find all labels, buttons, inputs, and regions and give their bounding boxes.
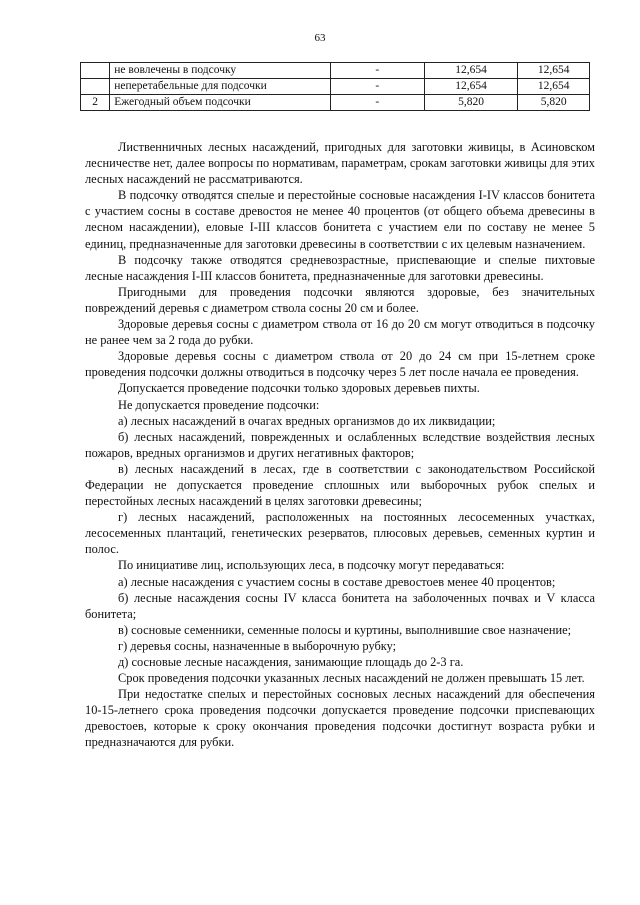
paragraph: Допускается проведение подсочки только здоровых деревьев пихты. xyxy=(118,381,480,396)
paragraph: В подсочку также отводятся средневозрастные, приспевающие и спелые пихтовые лесные насаждения I-III классов бонитета, предназначенные для заготовки древесины. xyxy=(85,252,595,283)
body-text xyxy=(85,139,595,751)
paragraph: г) лесных насаждений, расположенных на постоянных лесосеменных участках, лесосеменных плантаций, генетических резерватов, плюсовых деревьев, семенных куртин и полос. xyxy=(85,510,595,557)
table-row xyxy=(81,79,590,95)
paragraph: Лиственничных лесных насаждений, пригодных для заготовки живицы, в Асиновском лесничестве нет, далее вопросы по нормативам, параметрам, срокам заготовки живицы для этих лесных насаждений не рассматриваются. xyxy=(85,140,595,187)
row-name: не вовлечены в подсочку xyxy=(110,63,331,79)
row-value-1: - xyxy=(330,63,424,79)
paragraph: в) лесных насаждений в лесах, где в соответствии с законодательством Российской Федерации не допускается проведение сплошных или выборочных рубок спелых и перестойных лесных насаждений в целях заготовки древесины; xyxy=(85,461,595,509)
row-value-3: 5,820 xyxy=(518,95,590,111)
row-number: 2 xyxy=(81,95,110,111)
paragraph: б) лесных насаждений, поврежденных и ослабленных вследствие воздействия лесных пожаров, вредных организмов и других негативных факторов; xyxy=(85,429,595,460)
row-number xyxy=(81,63,110,79)
page-number: 63 xyxy=(314,32,326,44)
paragraph: в) сосновые семенники, семенные полосы и куртины, выполнившие свое назначение; xyxy=(118,622,572,637)
paragraph: а) лесные насаждения с участием сосны в составе древостоев менее 40 процентов; xyxy=(118,574,556,589)
paragraph: Срок проведения подсочки указанных лесных насаждений не должен превышать 15 лет. xyxy=(118,671,585,686)
row-name: Ежегодный объем подсочки xyxy=(110,95,331,111)
paragraph: Пригодными для проведения подсочки являются здоровые, без значительных повреждений деревья с диаметром ствола сосны 20 см и более. xyxy=(85,284,595,315)
paragraph: г) деревья сосны, назначенные в выборочную рубку; xyxy=(118,638,397,653)
paragraph: При недостатке спелых и перестойных сосновых лесных насаждений для обеспечения 10-15-летнего срока проведения подсочки допускается проведение подсочки приспевающих древостоев, которые к сроку окончания проведения подсочки достигнут возраста рубки и предназначаются для рубки. xyxy=(85,687,595,750)
row-value-2: 12,654 xyxy=(424,63,518,79)
table-row xyxy=(81,63,590,79)
table-row xyxy=(81,95,590,111)
row-value-3: 12,654 xyxy=(518,79,590,95)
tapping-volume-table xyxy=(80,62,590,111)
row-number xyxy=(81,79,110,95)
paragraph: По инициативе лиц, использующих леса, в подсочку могут передаваться: xyxy=(118,558,505,573)
row-value-1: - xyxy=(330,79,424,95)
paragraph: а) лесных насаждений в очагах вредных организмов до их ликвидации; xyxy=(118,413,496,428)
paragraph: Не допускается проведение подсочки: xyxy=(118,397,320,412)
row-value-2: 5,820 xyxy=(424,95,518,111)
paragraph: В подсочку отводятся спелые и перестойные сосновые насаждения I-IV классов бонитета с участием сосны в составе древостоя не менее 40 процентов (от общего объема древесины в лесном насаждении), еловые I-III классов бонитета с участием ели по составу не менее 5 единиц, предназначенные для заготовки древесины в соответствии с их целевым назначением. xyxy=(85,188,595,251)
row-name: неперетабельные для подсочки xyxy=(110,79,331,95)
paragraph: Здоровые деревья сосны с диаметром ствола от 20 до 24 см при 15-летнем сроке проведения подсочки должны отводиться в подсочку через 5 лет после начала ее проведения. xyxy=(85,349,595,380)
row-value-1: - xyxy=(330,95,424,111)
paragraph: Здоровые деревья сосны с диаметром ствола от 16 до 20 см могут отводиться в подсочку не ранее чем за 2 года до рубки. xyxy=(85,317,595,348)
paragraph: д) сосновые лесные насаждения, занимающие площадь до 2-3 га. xyxy=(118,655,464,669)
paragraph: б) лесные насаждения сосны IV класса бонитета на заболоченных почвах и V класса бонитета; xyxy=(85,590,595,621)
table-body xyxy=(81,63,590,111)
row-value-3: 12,654 xyxy=(518,63,590,79)
row-value-2: 12,654 xyxy=(424,79,518,95)
